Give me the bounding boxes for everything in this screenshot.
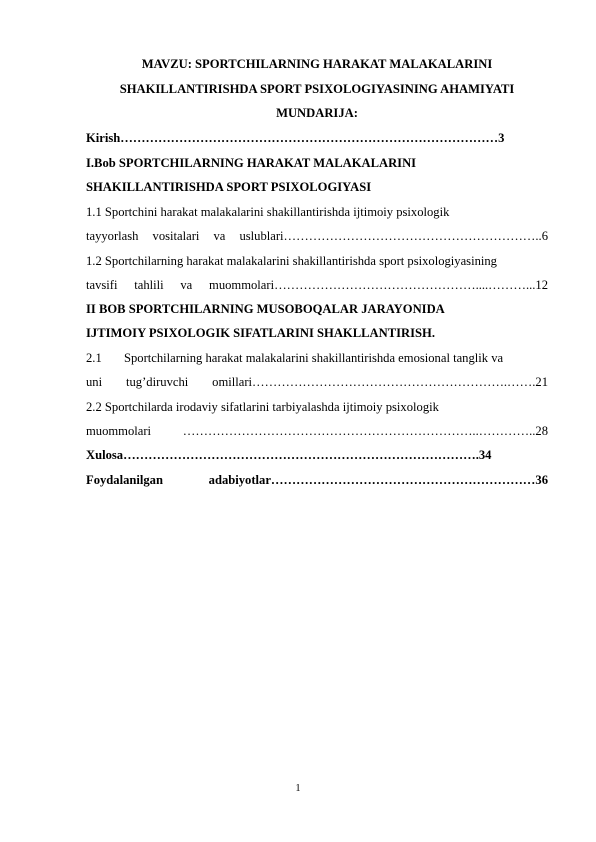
toc-chapter2-line2: IJTIMOIY PSIXOLOGIK SIFATLARINI SHAKLLANTIRISH. [86,326,435,340]
toc-section-1-2-line1: 1.2 Sportchilarning harakat malakalarini shakillantirishda sport psixologiyasining [86,254,497,268]
toc-section-1-1-line1: 1.1 Sportchini harakat malakalarini shakillantirishda ijtimoiy psixologik [86,205,450,219]
toc-section-2-2-line2: muommolari ……………………………………………………………..…………..28 [86,424,548,438]
toc-chapter1-line1: I.Bob SPORTCHILARNING HARAKAT MALAKALARINI [86,156,417,170]
toc-section-1-1-line2: tayyorlash vositalari va uslublari……………………………………………………..6 [86,229,548,243]
toc-section-2-1-number: 2.1 [86,351,102,365]
toc-chapter1-line2: SHAKILLANTIRISHDA SPORT PSIXOLOGIYASI [86,180,372,194]
toc-entry-xulosa: Xulosa………………………………………………………………………….34 [86,448,492,462]
toc-chapter2-line1: II BOB SPORTCHILARNING MUSOBOQALAR JARAYONIDA [86,302,445,316]
toc-section-1-2-line2: tavsifi tahlili va muommolari…………………………………………....………...12 [86,278,548,292]
toc-heading: MUNDARIJA: [276,106,358,120]
title-line-2: SHAKILLANTIRISHDA SPORT PSIXOLOGIYASINING AHAMIYATI [119,82,515,96]
toc-entry-adabiyotlar: Foydalanilgan adabiyotlar………………………………………………………36 [86,473,548,487]
toc-section-2-2-line1: 2.2 Sportchilarda irodaviy sifatlarini tarbiyalashda ijtimoiy psixologik [86,400,439,414]
title-line-1: MAVZU: SPORTCHILARNING HARAKAT MALAKALARINI [141,57,493,71]
toc-entry-kirish: Kirish………………………………………………………………………………3 [86,131,505,145]
toc-section-2-1-line2: uni tug’diruvchi omillari…………………………………………………….…….21 [86,375,548,389]
page-number: 1 [295,783,301,794]
toc-section-2-1-line1 [86,350,548,366]
toc-section-2-1-title: Sportchilarning harakat malakalarini shakillantirishda emosional tanglik va [124,351,504,365]
